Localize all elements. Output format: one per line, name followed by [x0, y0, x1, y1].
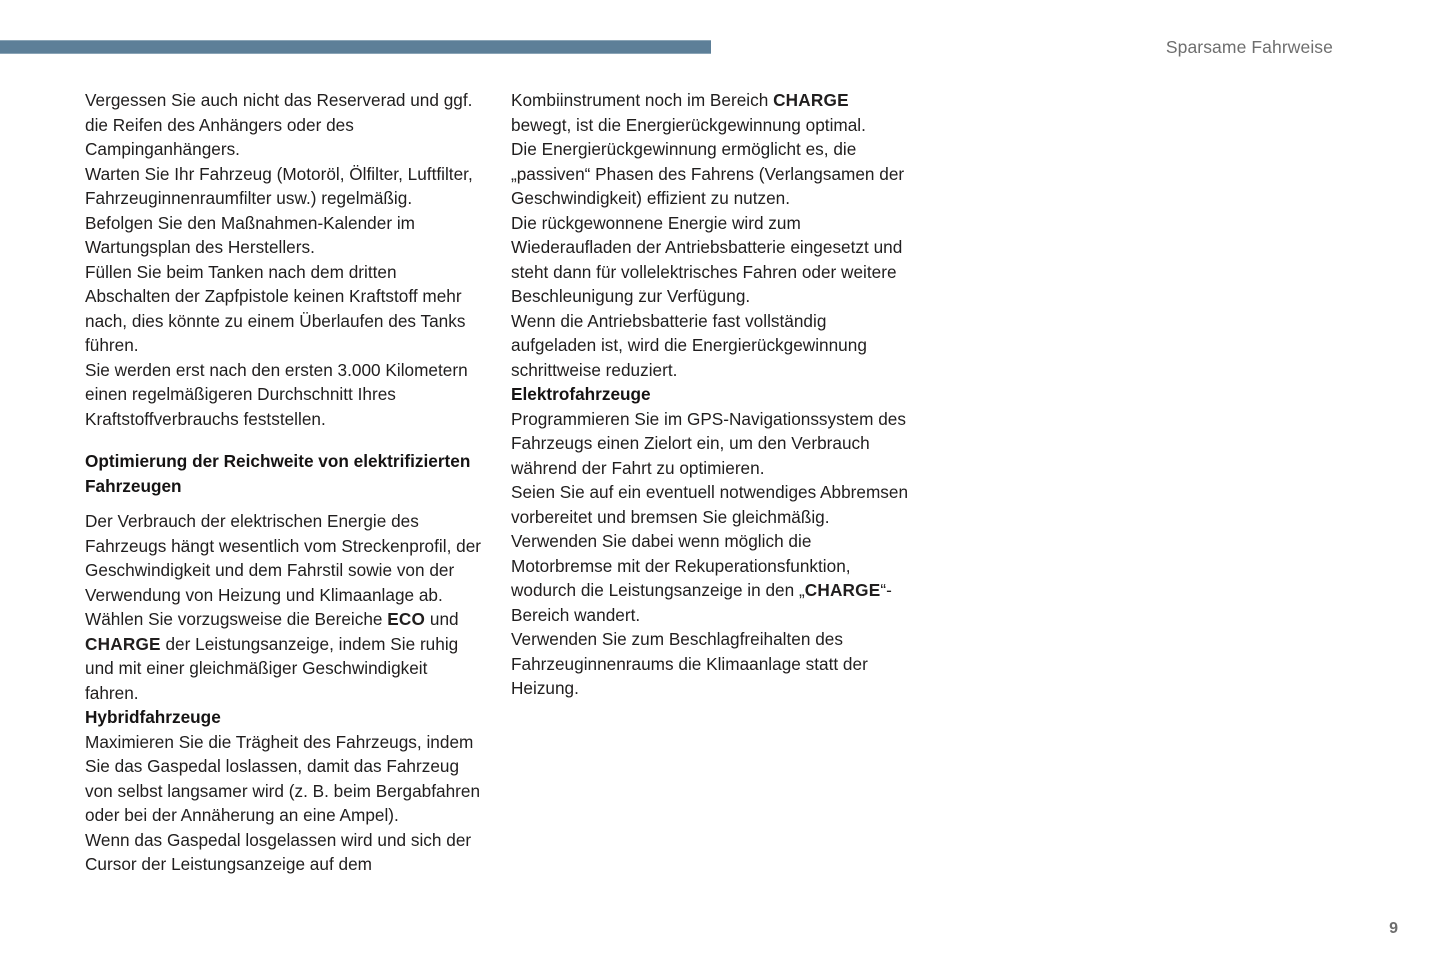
paragraph: Vergessen Sie auch nicht das Reserverad und ggf. die Reifen des Anhängers oder des Campinganhängers.	[85, 90, 473, 159]
paragraph: Wenn das Gaspedal losgelassen wird und sich der Cursor der Leistungsanzeige auf dem	[85, 829, 472, 874]
section-heading: Optimierung der Reichweite von elektrifizierten Fahrzeugen	[85, 451, 471, 496]
paragraph: Warten Sie Ihr Fahrzeug (Motoröl, Ölfilter, Luftfilter, Fahrzeuginnenraumfilter usw.) regelmäßig.	[85, 163, 473, 208]
page-number: 9	[1389, 920, 1398, 937]
emphasis-charge: CHARGE	[773, 90, 849, 110]
paragraph: Die Energierückgewinnung ermöglicht es, die „passiven“ Phasen des Fahrens (Verlangsamen der Geschwindigkeit) effizient zu nutzen.	[511, 139, 905, 208]
paragraph-text: “-Bereich wandert.	[511, 580, 892, 625]
paragraph: Die rückgewonnene Energie wird zum Wiederaufladen der Antriebsbatterie eingesetzt und steht dann für vollelektrisches Fahren oder weitere Beschleunigung zur Verfügung.	[511, 212, 903, 306]
page-header-title: Sparsame Fahrweise	[1165, 37, 1333, 57]
emphasis-charge: CHARGE	[85, 633, 161, 654]
paragraph: Befolgen Sie den Maßnahmen-Kalender im Wartungsplan des Herstellers.	[85, 212, 415, 257]
left-column	[85, 88, 485, 877]
paragraph-text: Wählen Sie vorzugsweise die Bereiche	[85, 609, 388, 629]
paragraph: Maximieren Sie die Trägheit des Fahrzeugs, indem Sie das Gaspedal loslassen, damit das Fahrzeug von selbst langsamer wird (z. B. beim Bergabfahren oder bei der Annäherung an eine Ampel).	[85, 731, 481, 825]
right-column	[511, 88, 911, 701]
paragraph-text: Seien Sie auf ein eventuell notwendiges Abbremsen vorbereitet und bremsen Sie gleichmäßig. Verwenden Sie dabei wenn möglich die Motorbremse mit der Rekuperationsfunktion, wodurch die Leistungsanzeige in den „	[511, 482, 909, 600]
paragraph: Der Verbrauch der elektrischen Energie des Fahrzeugs hängt wesentlich vom Streckenprofil, der Geschwindigkeit und dem Fahrstil sowie von der Verwendung von Heizung und Klimaanlage ab.	[85, 511, 482, 605]
paragraph-text: und	[425, 609, 459, 629]
section-heading: Elektrofahrzeuge	[511, 384, 651, 404]
paragraph	[511, 480, 911, 627]
emphasis-eco: ECO	[387, 609, 426, 629]
paragraph-text: Kombiinstrument noch im Bereich	[511, 90, 774, 110]
emphasis-charge: CHARGE	[804, 580, 881, 600]
paragraph: Sie werden erst nach den ersten 3.000 Kilometern einen regelmäßigeren Durchschnitt Ihres Kraftstoffverbrauchs feststellen.	[85, 359, 468, 429]
paragraph: Wenn die Antriebsbatterie fast vollständig aufgeladen ist, wird die Energierückgewinnung schrittweise reduziert.	[511, 310, 867, 380]
header-accent-bar	[0, 40, 711, 54]
paragraph	[511, 88, 911, 137]
paragraph	[85, 607, 485, 705]
section-heading: Hybridfahrzeuge	[85, 707, 221, 727]
paragraph: Füllen Sie beim Tanken nach dem dritten Abschalten der Zapfpistole keinen Kraftstoff mehr nach, dies könnte zu einem Überlaufen des Tanks führen.	[85, 261, 466, 355]
paragraph: Programmieren Sie im GPS-Navigationssystem des Fahrzeugs einen Zielort ein, um den Verbrauch während der Fahrt zu optimieren.	[511, 408, 906, 478]
paragraph: Verwenden Sie zum Beschlagfreihalten des Fahrzeuginnenraums die Klimaanlage statt der Heizung.	[511, 629, 868, 698]
paragraph-text: der Leistungsanzeige, indem Sie ruhig und mit einer gleichmäßiger Geschwindigkeit fahren.	[85, 633, 459, 703]
paragraph-text: bewegt, ist die Energierückgewinnung optimal.	[511, 114, 866, 135]
